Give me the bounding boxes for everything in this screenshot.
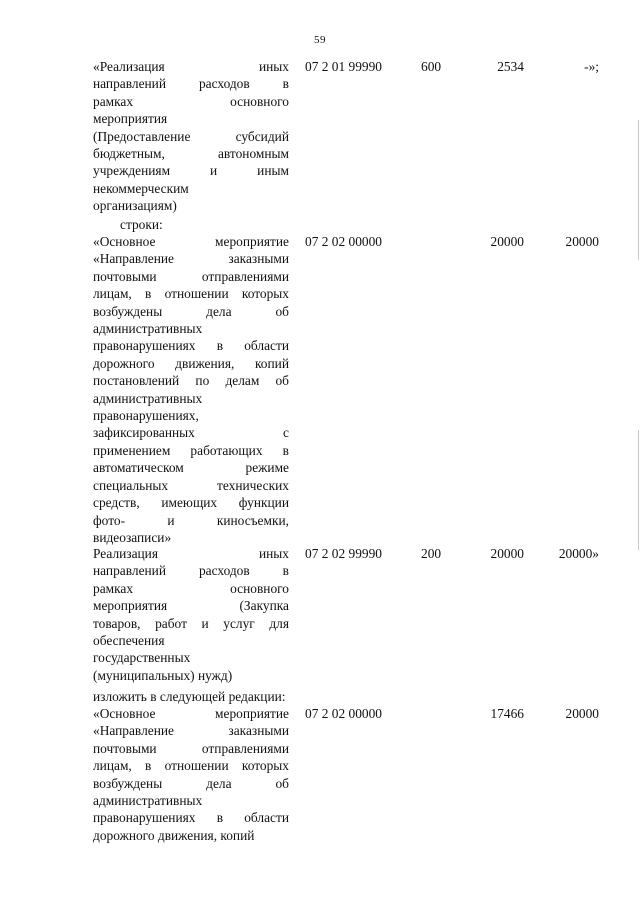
description-line: дорожного движения, копий — [93, 355, 289, 371]
description-line: рамках основного — [93, 580, 289, 596]
description-line: рамках основного — [93, 93, 289, 109]
description-line: мероприятия (Закупка — [93, 598, 289, 614]
row-description — [93, 58, 289, 215]
page-number: 59 — [314, 34, 326, 46]
row-code: 07 2 02 00000 — [305, 234, 382, 249]
description-line: некоммерческим — [93, 180, 189, 196]
description-line: (Предоставление субсидий — [93, 128, 289, 144]
description-line: постановлений по делам об — [93, 373, 289, 389]
row-value-2: -»; — [584, 59, 599, 74]
description-line: (муниципальных) нужд) — [93, 667, 233, 683]
description-line: административных — [93, 793, 203, 809]
description-line: специальных технических — [93, 477, 289, 493]
description-line: возбуждены дела об — [93, 303, 289, 319]
description-line: фото- и киносъемки, — [93, 512, 289, 528]
row-code: 07 2 02 99990 — [305, 546, 382, 561]
description-line: мероприятия — [93, 111, 168, 127]
description-line: административных — [93, 390, 203, 406]
description-line: зафиксированных с — [93, 425, 289, 441]
scan-edge-mark — [638, 430, 639, 550]
description-line: учреждениям и иным — [93, 163, 289, 179]
row-value-2: 20000 — [565, 706, 599, 721]
description-line: автоматическом режиме — [93, 460, 289, 476]
row-value-1: 20000 — [490, 234, 524, 249]
description-line: лицам, в отношении которых — [93, 286, 289, 302]
row-value-1: 17466 — [490, 706, 524, 721]
row-code: 07 2 01 99990 — [305, 59, 382, 74]
description-line: средств, имеющих функции — [93, 495, 289, 511]
row-value-1: 20000 — [490, 546, 524, 561]
description-line: «Основное мероприятие — [93, 234, 289, 249]
row-value-1: 2534 — [497, 59, 524, 74]
row-description — [93, 705, 289, 844]
row-caption: изложить в следующей редакции: — [93, 689, 286, 704]
description-line: почтовыми отправлениями — [93, 740, 289, 756]
description-line: бюджетным, автономным — [93, 146, 289, 162]
row-value-2: 20000» — [558, 546, 599, 561]
description-line: товаров, работ и услуг для — [93, 615, 289, 631]
description-line: применением работающих в — [93, 442, 289, 458]
description-line: направлений расходов в — [93, 563, 289, 579]
row-description — [93, 233, 289, 546]
scan-edge-mark — [638, 120, 639, 260]
description-line: Реализация иных — [93, 546, 289, 561]
description-line: почтовыми отправлениями — [93, 268, 289, 284]
description-line: «Основное мероприятие — [93, 706, 289, 721]
description-line: «Направление заказными — [93, 251, 289, 267]
description-line: направлений расходов в — [93, 76, 289, 92]
description-line: «Направление заказными — [93, 723, 289, 739]
row-caption: строки: — [120, 217, 163, 232]
description-line: дорожного движения, копий — [93, 827, 255, 843]
row-description — [93, 545, 289, 684]
description-line: организациям) — [93, 198, 177, 214]
description-line: государственных — [93, 650, 191, 666]
description-line: обеспечения — [93, 633, 165, 649]
row-value-2: 20000 — [565, 234, 599, 249]
description-line: правонарушениях в области — [93, 810, 289, 826]
description-line: «Реализация иных — [93, 59, 289, 74]
row-expense-type: 600 — [421, 59, 442, 74]
row-expense-type: 200 — [421, 546, 442, 561]
description-line: лицам, в отношении которых — [93, 758, 289, 774]
description-line: возбуждены дела об — [93, 775, 289, 791]
description-line: административных — [93, 321, 203, 337]
row-code: 07 2 02 00000 — [305, 706, 382, 721]
description-line: видеозаписи» — [93, 529, 172, 545]
description-line: правонарушениях, — [93, 408, 199, 424]
description-line: правонарушениях в области — [93, 338, 289, 354]
